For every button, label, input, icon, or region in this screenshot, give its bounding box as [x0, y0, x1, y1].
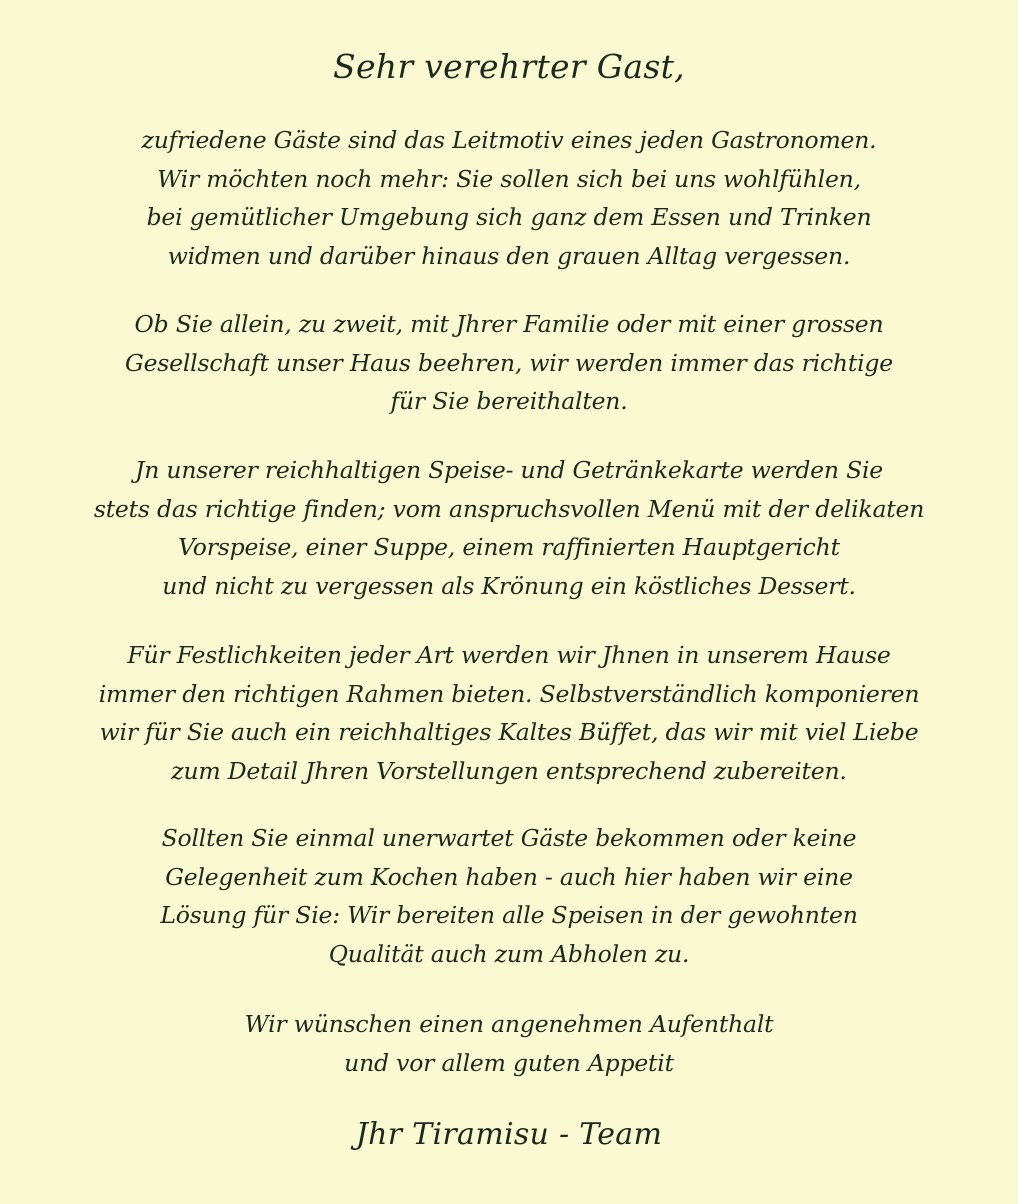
text-line: Wir wünschen einen angenehmen Aufenthalt	[244, 1010, 774, 1038]
text-line: Für Festlichkeiten jeder Art werden wir Jhnen in unserem Hause	[127, 641, 891, 669]
text-line: Lösung für Sie: Wir bereiten alle Speisen in der gewohnten	[160, 901, 858, 929]
text-line: Wir möchten noch mehr: Sie sollen sich bei uns wohlfühlen,	[157, 164, 861, 193]
text-line: Ob Sie allein, zu zweit, mit Jhrer Familie oder mit einer grossen	[134, 310, 884, 338]
text-line: Gesellschaft unser Haus beehren, wir werden immer das richtige	[125, 348, 893, 377]
text-line: widmen und darüber hinaus den grauen Alltag vergessen.	[167, 241, 851, 270]
text-line: immer den richtigen Rahmen bieten. Selbstverständlich komponieren	[98, 679, 920, 708]
text-line: Jn unserer reichhaltigen Speise- und Getränkekarte werden Sie	[134, 456, 884, 484]
paragraph-welcome	[0, 121, 1018, 275]
text-line: Sollten Sie einmal unerwartet Gäste bekommen oder keine	[161, 824, 857, 852]
greeting-heading: Sehr verehrter Gast,	[333, 47, 685, 86]
text-line: Gelegenheit zum Kochen haben - auch hier haben wir eine	[165, 862, 853, 891]
text-line: und nicht zu vergessen als Krönung ein köstliches Dessert.	[162, 571, 856, 600]
text-line: wir für Sie auch ein reichhaltiges Kaltes Büffet, das wir mit viel Liebe	[99, 718, 919, 746]
text-line: und vor allem guten Appetit	[344, 1048, 674, 1077]
paragraph-menu	[0, 451, 1018, 605]
text-line: zufriedene Gäste sind das Leitmotiv eines jeden Gastronomen.	[141, 126, 877, 154]
text-line: bei gemütlicher Umgebung sich ganz dem Essen und Trinken	[146, 203, 872, 231]
signature: Jhr Tiramisu - Team	[355, 1117, 663, 1152]
paragraph-takeaway	[0, 819, 1018, 973]
text-line: Vorspeise, einer Suppe, einem raffinierten Hauptgericht	[178, 533, 840, 561]
paragraph-guests	[0, 305, 1018, 421]
text-line: zum Detail Jhren Vorstellungen entsprechend zubereiten.	[171, 756, 847, 785]
text-line: stets das richtige finden; vom anspruchsvollen Menü mit der delikaten	[93, 494, 925, 523]
paragraph-festivities	[0, 636, 1018, 790]
text-line: für Sie bereithalten.	[390, 387, 628, 415]
closing-wishes	[0, 1005, 1018, 1082]
text-line: Qualität auch zum Abholen zu.	[328, 939, 690, 968]
